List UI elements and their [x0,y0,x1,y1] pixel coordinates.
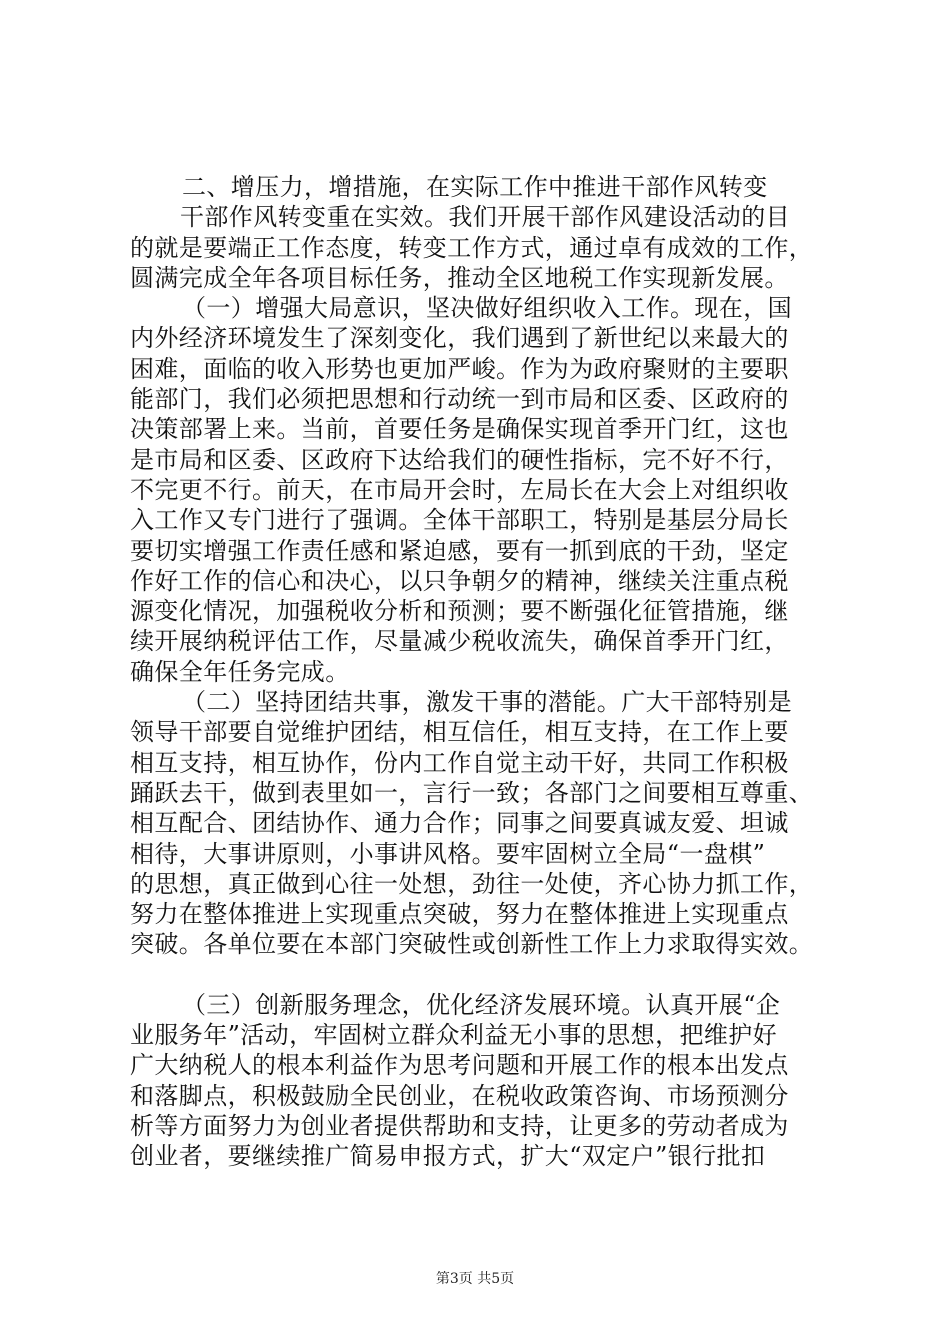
text-line: 确保全年任务完成。 [130,657,350,686]
text-line: 二、增压力，增措施，在实际工作中推进干部作风转变 [182,173,768,201]
text-line: （三）创新服务理念，优化经济发展环境。认真开展“企 [182,990,781,1019]
text-line: 作好工作的信心和决心，以只争朝夕的精神，继续关注重点税 [130,566,789,595]
text-line: 要切实增强工作责任感和紧迫感，要有一抓到底的干劲，坚定 [130,536,789,565]
text-line: 创业者，要继续推广简易申报方式，扩大“双定户”银行批扣 [130,1142,766,1171]
text-line: 干部作风转变重在实效。我们开展干部作风建设活动的目 [180,203,790,232]
text-line: （二）坚持团结共事，激发干事的潜能。广大干部特别是 [182,688,792,717]
text-line: 的就是要端正工作态度，转变工作方式，通过卓有成效的工作， [130,233,814,262]
text-line: 内外经济环境发生了深刻变化，我们遇到了新世纪以来最大的 [130,324,789,353]
text-line: 踊跃去干，做到表里如一，言行一致；各部门之间要相互尊重、 [130,778,814,807]
text-line: 广大纳税人的根本利益作为思考问题和开展工作的根本出发点 [130,1051,789,1080]
text-line: 能部门，我们必须把思想和行动统一到市局和区委、区政府的 [130,385,789,414]
text-line: 源变化情况，加强税收分析和预测；要不断强化征管措施，继 [130,597,789,626]
page-footer: 第3页 共5页 [435,1271,515,1287]
text-line: 业服务年”活动，牢固树立群众利益无小事的思想，把维护好 [130,1021,778,1050]
text-line: 突破。各单位要在本部门突破性或创新性工作上力求取得实效。 [130,930,814,959]
text-line: 入工作又专门进行了强调。全体干部职工，特别是基层分局长 [130,506,789,535]
text-line: 努力在整体推进上实现重点突破，努力在整体推进上实现重点 [130,900,789,929]
text-line: 相互配合、团结协作、通力合作；同事之间要真诚友爱、坦诚 [130,809,789,838]
text-line: 是市局和区委、区政府下达给我们的硬性指标，完不好不行， [130,445,789,474]
text-line: 困难，面临的收入形势也更加严峻。作为为政府聚财的主要职 [130,354,789,383]
text-line: 不完更不行。前天，在市局开会时，左局长在大会上对组织收 [130,475,789,504]
text-line: 圆满完成全年各项目标任务，推动全区地税工作实现新发展。 [130,263,789,292]
text-line: 相待，大事讲原则，小事讲风格。要牢固树立全局“一盘棋” [130,839,766,868]
text-line: 决策部署上来。当前，首要任务是确保实现首季开门红，这也 [130,415,789,444]
text-line: 的思想，真正做到心往一处想，劲往一处使，齐心协力抓工作， [130,869,814,898]
paragraph-gap [130,960,850,990]
text-line: 析等方面努力为创业者提供帮助和支持，让更多的劳动者成为 [130,1111,789,1140]
text-line: 领导干部要自觉维护团结，相互信任，相互支持，在工作上要 [130,718,789,747]
text-line: 相互支持，相互协作，份内工作自觉主动干好，共同工作积极 [130,748,789,777]
text-line: （一）增强大局意识，坚决做好组织收入工作。现在，国 [182,294,792,323]
text-line: 和落脚点，积极鼓励全民创业，在税收政策咨询、市场预测分 [130,1081,789,1110]
text-line: 续开展纳税评估工作，尽量减少税收流失，确保首季开门红， [130,627,789,656]
document-body [130,172,850,1172]
